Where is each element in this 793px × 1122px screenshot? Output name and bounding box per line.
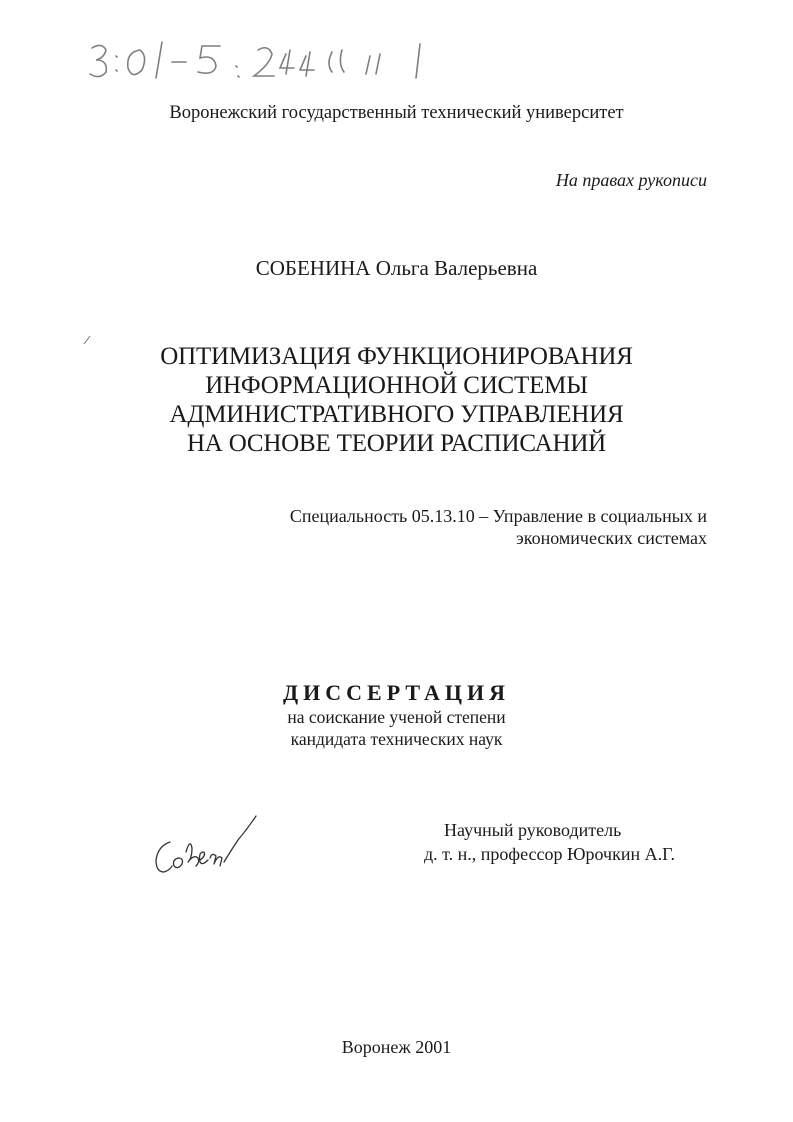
degree-block xyxy=(0,706,793,750)
supervisor-block xyxy=(424,818,675,866)
dissertation-title xyxy=(0,342,793,458)
specialty-line: экономических системах xyxy=(516,528,707,548)
degree-line: кандидата технических наук xyxy=(290,729,503,749)
title-line: ИНФОРМАЦИОННОЙ СИСТЕМЫ xyxy=(205,372,588,399)
city-and-year: Воронеж 2001 xyxy=(341,1037,452,1057)
author-signature xyxy=(148,812,260,880)
title-line: АДМИНИСТРАТИВНОГО УПРАВЛЕНИЯ xyxy=(169,401,624,428)
supervisor-line: Научный руководитель xyxy=(444,820,622,840)
handwritten-catalog-number xyxy=(80,36,460,96)
title-line: НА ОСНОВЕ ТЕОРИИ РАСПИСАНИЙ xyxy=(186,430,607,457)
manuscript-rights-note: На правах рукописи xyxy=(555,170,707,190)
degree-line: на соискание ученой степени xyxy=(287,707,506,727)
author-name: СОБЕНИНА Ольга Валерьевна xyxy=(255,256,538,280)
university-name: Воронежский государственный технический университет xyxy=(169,103,624,123)
title-line: ОПТИМИЗАЦИЯ ФУНКЦИОНИРОВАНИЯ xyxy=(160,343,633,370)
specialty-block xyxy=(290,505,707,549)
specialty-line: Специальность 05.13.10 – Управление в социальных и xyxy=(289,506,707,526)
document-type-heading: ДИССЕРТАЦИЯ xyxy=(283,680,510,705)
supervisor-line: д. т. н., профессор Юрочкин А.Г. xyxy=(424,844,675,864)
